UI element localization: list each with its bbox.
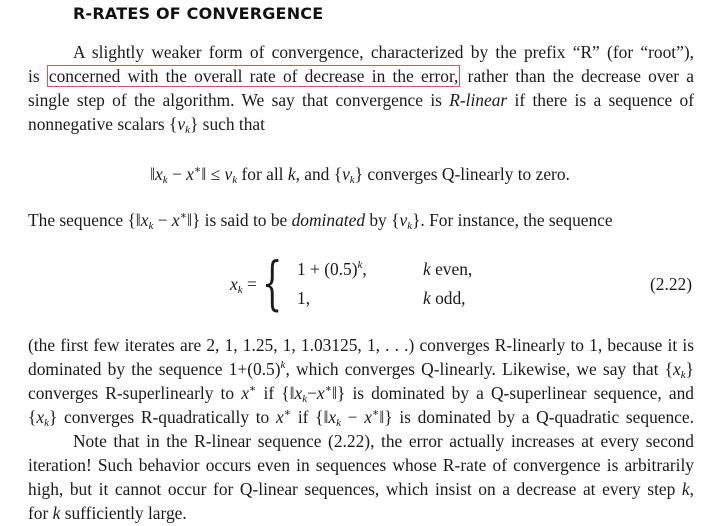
highlighted-phrase: concerned with the overall rate of decrease in the error, bbox=[48, 66, 459, 86]
para1-line4: nonnegative scalars $\{\nu_k\}$ such that bbox=[28, 114, 265, 136]
para4-line3: high, but it cannot occur for Q-linear sequences, which insist on a decrease at every step k, bbox=[28, 479, 694, 499]
para2-line1: The sequence {$‖x_k$ − x∗‖} is said to be dominated by $\{\nu_k\}$. For instance, the sequence bbox=[28, 210, 613, 232]
eq222-case2: 1, bbox=[297, 288, 311, 308]
para4-line2: iteration! Such behavior occurs even in sequences whose R-rate of convergence is arbitrarily bbox=[28, 455, 694, 475]
eq222-lhs: $x_k$ = bbox=[230, 274, 257, 296]
eq222-case2-condition: k odd, bbox=[423, 288, 466, 308]
eq222-brace: { bbox=[262, 249, 283, 317]
eq222-case1: $1 + (0.5)^k$, bbox=[297, 259, 367, 279]
equation-r-linear: $‖x_k$ − x∗‖ ≤ $\nu_k$ for all k, and $\{\nu_k\}$ converges Q-linearly to zero. bbox=[150, 164, 570, 186]
para4-line4: for k sufficiently large. bbox=[28, 503, 187, 523]
eq222-case1-condition: k even, bbox=[423, 259, 473, 279]
para1-line2: is concerned with the overall rate of decrease in the error, rather than the decrease over a bbox=[28, 66, 695, 86]
emphasis-dominated: dominated bbox=[291, 210, 366, 230]
emphasis-r-linear: R-linear bbox=[449, 90, 508, 110]
para3-line3: converges R-superlinearly to x∗ if $\{‖x_k-x^∗‖\}$ is dominated by a Q-superlinear sequence, and bbox=[28, 383, 694, 405]
para3-line2: dominated by the sequence $1+(0.5)^k$, which converges Q-linearly. Likewise, we say that $\{x_k\}$ bbox=[28, 359, 694, 381]
para4-line1: Note that in the R-linear sequence (2.22), the error actually increases at every second bbox=[73, 431, 694, 451]
equation-number: (2.22) bbox=[650, 274, 693, 294]
para1-line1: A slightly weaker form of convergence, characterized by the prefix “R” (for “root”), bbox=[73, 42, 694, 62]
section-heading: R-RATES OF CONVERGENCE bbox=[73, 4, 324, 23]
para1-line3: single step of the algorithm. We say that convergence is R-linear if there is a sequence of bbox=[28, 90, 695, 110]
para3-line1: (the first few iterates are 2, 1, 1.25, 1, 1.03125, 1, . . .) converges R-linearly to 1, because it is bbox=[28, 335, 694, 355]
para3-line4: $\{x_k\}$ converges R-quadratically to x∗ if {$‖x_k$ − x∗‖} is dominated by a Q-quadratic sequence. bbox=[28, 407, 694, 429]
